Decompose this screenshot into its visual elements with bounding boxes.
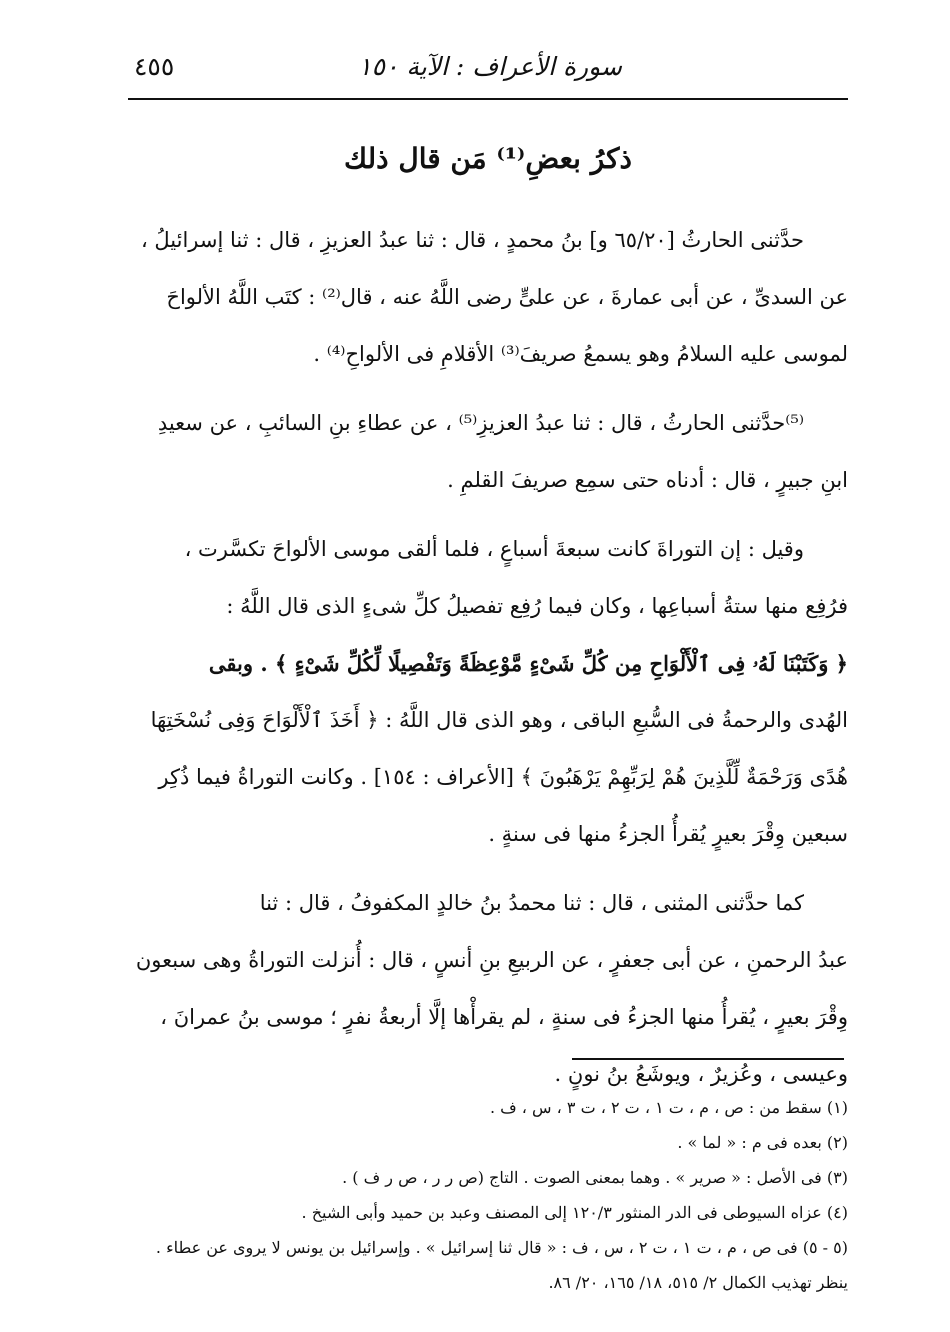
text-line: فرُفِع منها ستةُ أسباعِها ، وكان فيما رُفِع تفصيلُ كلِّ شىءٍ الذى قال اللَّهُ : (226, 594, 848, 618)
footnote: (٣) فى الأصل : « صرير » . وهما بمعنى الصوت . التاج (ص ر ر ، ص ر ف ) . (342, 1168, 848, 1187)
quran-verse-line: هُدًى وَرَحْمَةٌ لِّلَّذِينَ هُمْ لِرَبِّهِمْ يَرْهَبُونَ ﴾ [الأعراف : ١٥٤] . وكانت التوراةُ فيما ذُكِر (158, 765, 848, 789)
text-line: عبدُ الرحمنِ ، عن أبى جعفرٍ ، عن الربيعِ بنِ أنسٍ ، قال : أُنزلت التوراةُ وهى سبعون (135, 948, 848, 972)
text-line: ابنِ جبيرٍ ، قال : أدناه حتى سمِع صريفَ القلمِ . (447, 468, 848, 492)
page-header (128, 50, 848, 100)
footnote: (١) سقط من : ص ، م ، ت ١ ، ت ٢ ، ت ٣ ، س ، ف . (489, 1098, 848, 1117)
paragraph-2 (126, 395, 848, 509)
page-number: ٤٥٥ (134, 52, 175, 81)
footnote: (٥ - ٥) فى ص ، م ، ت ١ ، ت ٢ ، س ، ف : « قال ثنا إسرائيل » . وإسرائيل بن يونس لا يروى عن عطاء . (155, 1238, 848, 1257)
text-line: عن السدىِّ ، عن أبى عمارةَ ، عن علىٍّ رضى اللَّهُ عنه ، قال⁽²⁾ : كتَب اللَّهُ الألواحَ (166, 285, 848, 309)
paragraph-1 (126, 212, 848, 383)
text-line: الهُدى والرحمةُ فى السُّبعِ الباقى ، وهو الذى قال اللَّهُ : ﴿ أَخَذَ ٱلْأَلْوَاحَ وَفِى نُسْخَتِهَا (150, 708, 848, 732)
paragraph-3 (126, 521, 848, 863)
main-text (126, 212, 848, 1103)
footnote-divider (572, 1058, 844, 1060)
text-line: وقيل : إن التوراةَ كانت سبعةَ أسباعٍ ، فلما ألقى موسى الألواحَ تكسَّرت ، (184, 537, 804, 561)
section-title: ذكرُ بعضِ⁽¹⁾ مَن قال ذلك (344, 142, 632, 175)
text-line: وِقْرَ بعيرٍ ، يُقرأُ منها الجزءُ فى سنةٍ ، لم يقرأْها إلَّا أربعةُ نفرٍ ؛ موسى بنُ عمرانَ ، (160, 1005, 848, 1029)
footnote: ينظر تهذيب الكمال ٢/ ٥١٥، ١٨/ ١٦٥، ٢٠/ ٨٦. (548, 1273, 848, 1292)
text-line: وعيسى ، وعُزيرٌ ، ويوشَعُ بنُ نونٍ . (554, 1062, 848, 1086)
text-line: لموسى عليه السلامُ وهو يسمعُ صريفَ⁽³⁾ الأقلامِ فى الألواحِ⁽⁴⁾ . (313, 342, 848, 366)
text-line: ⁽⁵⁾حدَّثنى الحارثُ ، قال : ثنا عبدُ العزيزِ⁽⁵⁾ ، عن عطاءِ بنِ السائبِ ، عن سعيدِ (157, 411, 804, 435)
footnote: (٢) بعده فى م : « لما » . (677, 1133, 848, 1152)
text-line: سبعين وِقْرَ بعيرٍ يُقرأُ الجزءُ منها فى سنةٍ . (488, 822, 848, 846)
quran-verse-line: ﴿ وَكَتَبْنَا لَهُۥ فِى ٱلْأَلْوَاحِ مِن كُلِّ شَىْءٍ مَّوْعِظَةً وَتَفْصِيلًا لِّكُلِّ شَىْءٍ ﴾ . وبقى (208, 651, 848, 676)
footnote: (٤) عزاه السيوطى فى الدر المنثور ١٢٠/٣ إلى المصنف وعبد بن حميد وأبى الشيخ . (301, 1203, 848, 1222)
footnotes (126, 1090, 848, 1300)
running-title: سورة الأعراف : الآية ١٥٠ (358, 52, 622, 81)
paragraph-4 (126, 875, 848, 1103)
text-line: حدَّثنى الحارثُ [٦٥/٢٠ و] بنُ محمدٍ ، قال : ثنا عبدُ العزيزِ ، قال : ثنا إسرائيلُ ، (140, 228, 804, 252)
text-line: كما حدَّثنى المثنى ، قال : ثنا محمدُ بنُ خالدٍ المكفوفُ ، قال : ثنا (259, 891, 804, 915)
